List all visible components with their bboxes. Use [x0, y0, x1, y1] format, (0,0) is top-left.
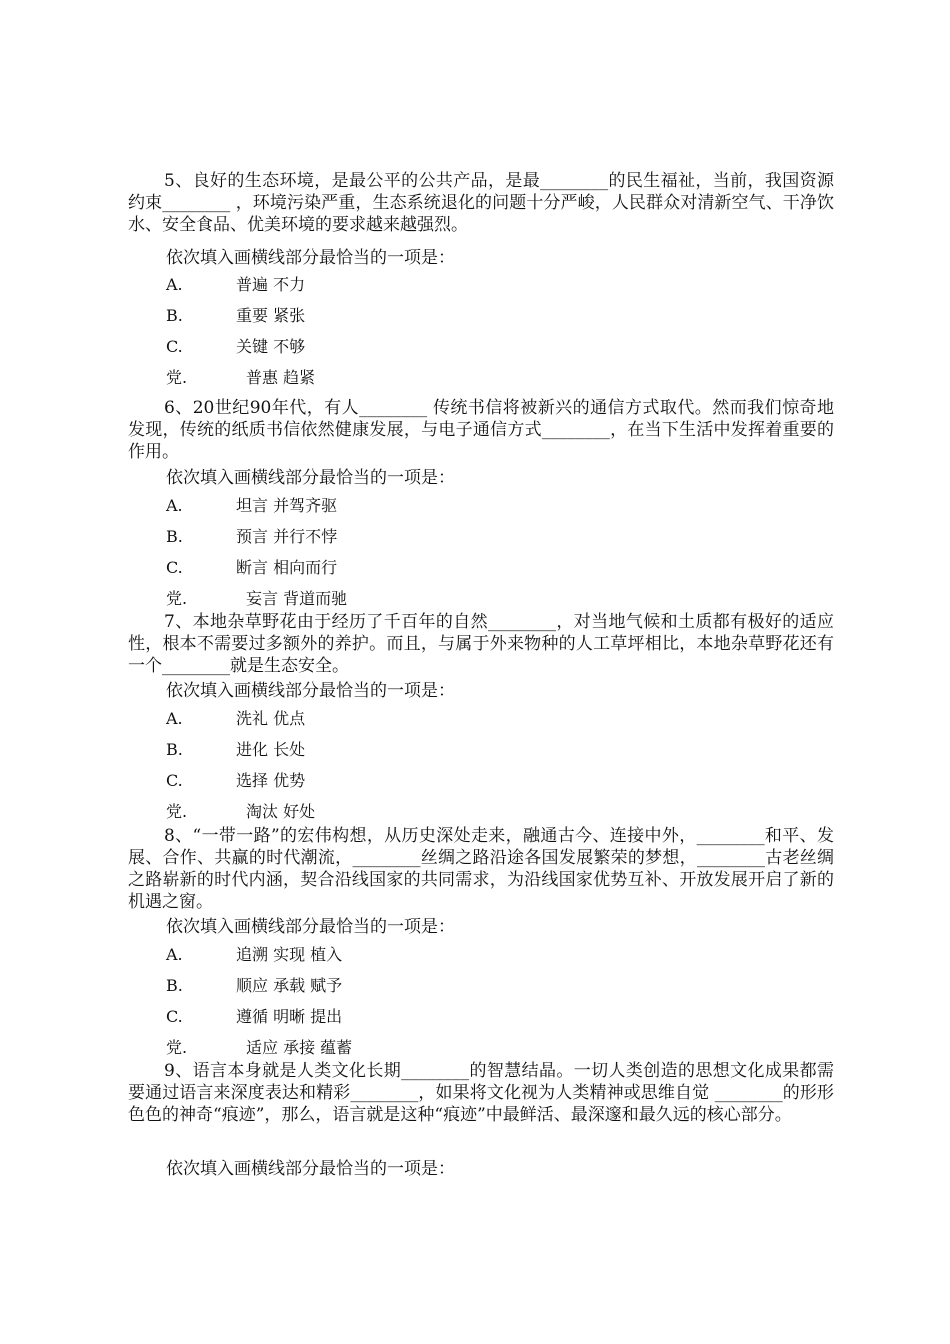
option-label: C. — [166, 558, 183, 577]
option-label: 党. — [166, 368, 188, 387]
question-7-prompt: 依次填入画横线部分最恰当的一项是： — [166, 681, 455, 701]
option-text: 适应 承接 蕴蓄 — [246, 1038, 353, 1057]
question-5-stem: 5、良好的生态环境，是最公平的公共产品，是最________的民生福祉，当前，我国资源约束________ ，环境污染严重，生态系统退化的问题十分严峻，人民群众对清新空气、干净饮水、安全食品、优美环境的要求越来越强烈。 — [128, 171, 834, 235]
question-7-option-b — [166, 739, 305, 761]
option-label: 党. — [166, 1038, 188, 1057]
question-8-option-b — [166, 975, 342, 997]
option-text: 预言 并行不悖 — [236, 527, 338, 546]
option-label: A. — [166, 275, 183, 294]
option-text: 淘汰 好处 — [246, 802, 316, 821]
question-9-stem: 9、语言本身就是人类文化长期________的智慧结晶。一切人类创造的思想文化成果都需要通过语言来深度表达和精彩________，如果将文化视为人类精神或思维自觉 ________的形形色色的神奇“痕迹”，那么，语言就是这种“痕迹”中最鲜活、最深邃和最久远的核心部分。 — [128, 1061, 834, 1125]
question-7-option-d — [166, 801, 315, 823]
option-text: 遵循 明晰 提出 — [236, 1007, 343, 1026]
question-5-option-c — [166, 336, 305, 358]
option-label: 党. — [166, 802, 188, 821]
option-label: A. — [166, 496, 183, 515]
option-label: A. — [166, 709, 183, 728]
option-text: 进化 长处 — [236, 740, 306, 759]
option-text: 顺应 承载 赋予 — [236, 976, 343, 995]
question-5-option-d — [166, 367, 315, 389]
question-8-option-c — [166, 1006, 342, 1028]
question-8-prompt: 依次填入画横线部分最恰当的一项是： — [166, 917, 455, 937]
question-6-option-d — [166, 588, 347, 610]
question-8-stem: 8、“一带一路”的宏伟构想，从历史深处走来，融通古今、连接中外，________和平、发展、合作、共赢的时代潮流，________丝绸之路沿途各国发展繁荣的梦想，________古老丝绸之路崭新的时代内涵，契合沿线国家的共同需求，为沿线国家优势互补、开放发展开启了新的机遇之窗。 — [128, 826, 834, 912]
option-text: 坦言 并驾齐驱 — [236, 496, 338, 515]
question-7-option-c — [166, 770, 305, 792]
question-7-stem: 7、本地杂草野花由于经历了千百年的自然________，对当地气候和土质都有极好的适应性，根本不需要过多额外的养护。而且，与属于外来物种的人工草坪相比，本地杂草野花还有一个________就是生态安全。 — [128, 612, 834, 676]
question-8-option-d — [166, 1037, 352, 1059]
question-6-option-a — [166, 495, 337, 517]
option-text: 普惠 趋紧 — [246, 368, 316, 387]
question-8-option-a — [166, 944, 342, 966]
option-text: 普遍 不力 — [236, 275, 306, 294]
option-text: 断言 相向而行 — [236, 558, 338, 577]
question-6-stem: 6、20世纪90年代，有人________ 传统书信将被新兴的通信方式取代。然而我们惊奇地发现，传统的纸质书信依然健康发展，与电子通信方式________，在当下生活中发挥着重要的作用。 — [128, 398, 834, 462]
option-label: C. — [166, 337, 183, 356]
question-5-prompt: 依次填入画横线部分最恰当的一项是： — [166, 248, 455, 268]
question-7-option-a — [166, 708, 305, 730]
option-text: 关键 不够 — [236, 337, 306, 356]
question-6-option-b — [166, 526, 337, 548]
option-label: B. — [166, 527, 183, 546]
option-label: B. — [166, 976, 183, 995]
option-label: C. — [166, 771, 183, 790]
question-5-option-b — [166, 305, 305, 327]
option-text: 选择 优势 — [236, 771, 306, 790]
option-label: B. — [166, 306, 183, 325]
option-label: B. — [166, 740, 183, 759]
option-text: 重要 紧张 — [236, 306, 306, 325]
option-label: 党. — [166, 589, 188, 608]
question-6-prompt: 依次填入画横线部分最恰当的一项是： — [166, 468, 455, 488]
option-text: 追溯 实现 植入 — [236, 945, 343, 964]
option-text: 妄言 背道而驰 — [246, 589, 348, 608]
option-text: 洗礼 优点 — [236, 709, 306, 728]
question-5-option-a — [166, 274, 305, 296]
option-label: C. — [166, 1007, 183, 1026]
question-6-option-c — [166, 557, 337, 579]
option-label: A. — [166, 945, 183, 964]
question-9-prompt: 依次填入画横线部分最恰当的一项是： — [166, 1159, 455, 1179]
